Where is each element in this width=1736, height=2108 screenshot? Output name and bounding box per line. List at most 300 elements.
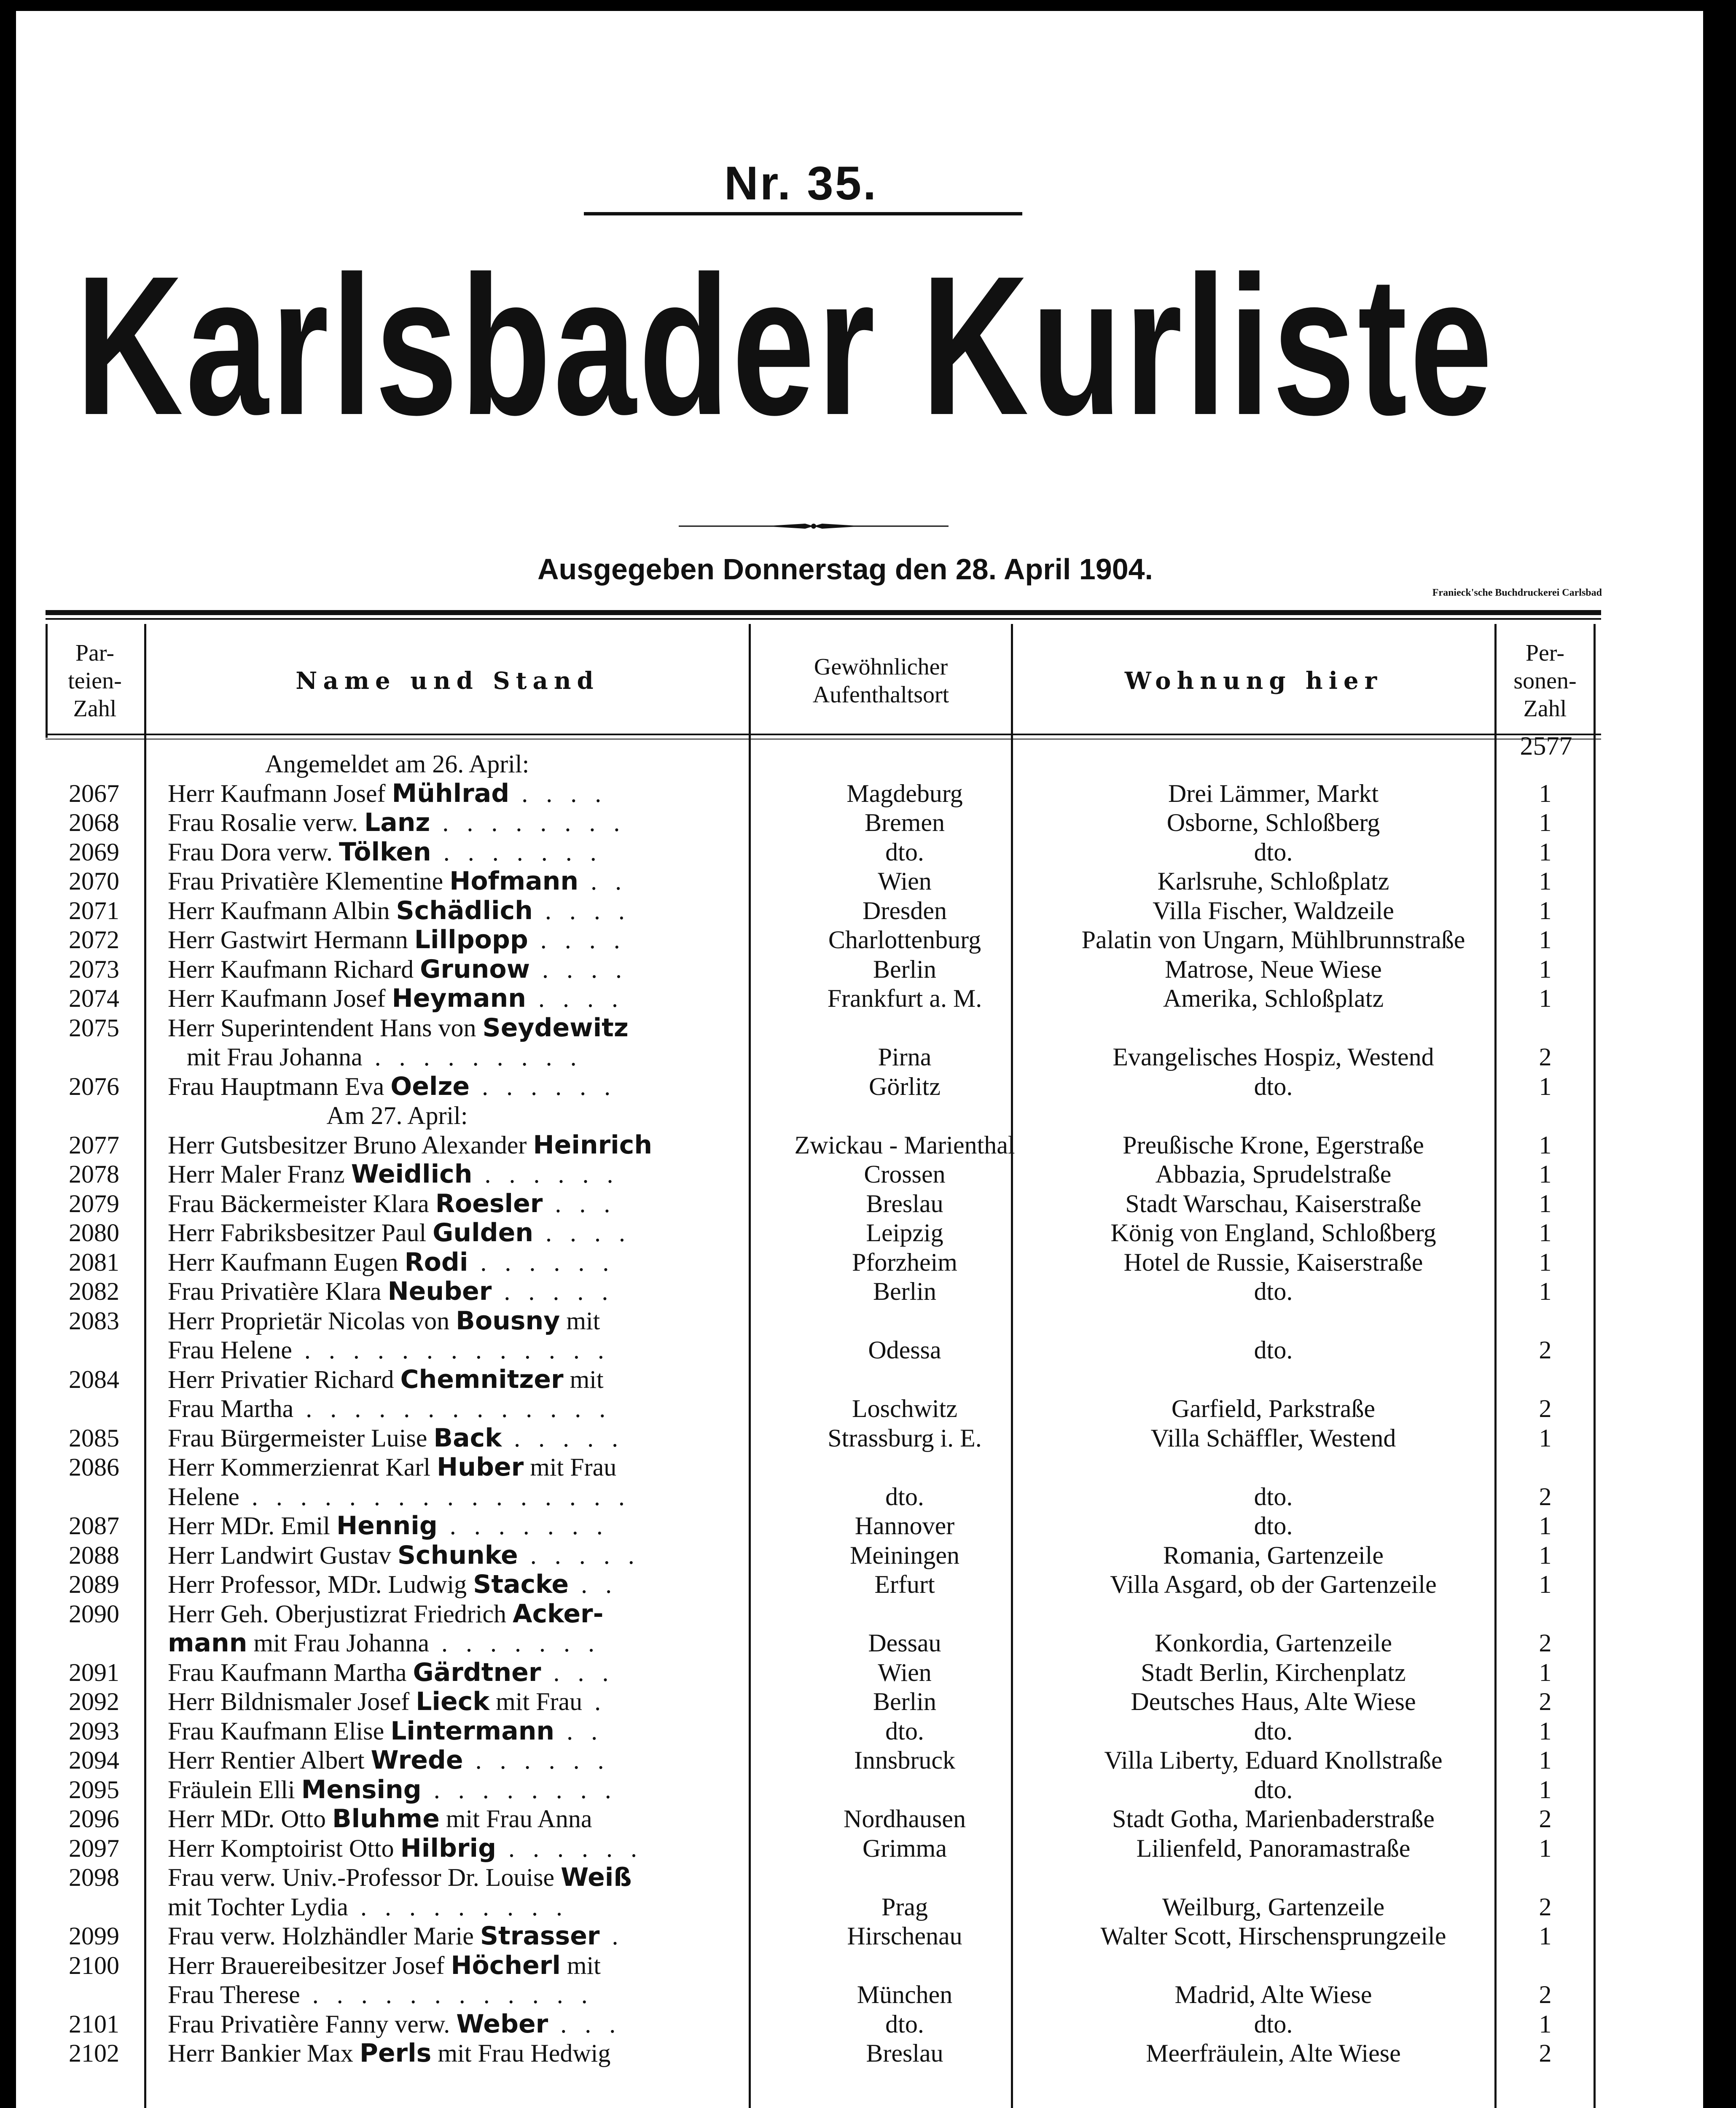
surname: Heymann [392, 984, 526, 1013]
name-prefix: Herr Bildnismaler Josef [168, 1688, 416, 1715]
name-prefix: Herr Komptoirist Otto [168, 1834, 400, 1862]
leader-dots: . . . . [533, 1219, 632, 1247]
lodging-here: Abbazia, Sprudelstraße [1155, 1160, 1392, 1188]
usual-residence: Prag [881, 1893, 928, 1921]
name-prefix: Herr Proprietär Nicolas von [168, 1307, 456, 1335]
lodging-here: Walter Scott, Hirschensprungzeile [1100, 1922, 1446, 1950]
party-number: 2073 [69, 955, 119, 983]
table-row [46, 1189, 1601, 1219]
table-row [46, 1014, 1601, 1043]
guest-list [46, 750, 1601, 2068]
party-number: 2083 [69, 1307, 119, 1335]
usual-residence: Nordhausen [844, 1805, 966, 1833]
party-number: 2093 [69, 1717, 119, 1745]
lodging-here: Villa Schäffler, Westend [1150, 1424, 1396, 1452]
name-prefix: Frau Bäckermeister Klara [168, 1189, 435, 1218]
person-count: 2 [1539, 2039, 1552, 2067]
surname: Seydewitz [482, 1013, 629, 1043]
date-heading: Angemeldet am 26. April: [265, 750, 529, 778]
issue-rule [584, 212, 1022, 215]
leader-dots: . . . . . . . . [421, 1775, 617, 1804]
leader-dots: . . . . [509, 779, 607, 807]
table-row [46, 1600, 1601, 1629]
name-prefix: Herr Gastwirt Hermann [168, 926, 414, 954]
surname: Bluhme [332, 1804, 440, 1834]
guest-name [168, 1365, 779, 1395]
party-number: 2098 [69, 1863, 119, 1891]
lodging-here: Romania, Gartenzeile [1163, 1541, 1384, 1569]
person-count: 1 [1539, 2010, 1552, 2038]
lodging-here: Palatin von Ungarn, Mühlbrunnstraße [1081, 926, 1465, 954]
table-row [46, 1307, 1601, 1336]
party-number: 2069 [69, 838, 119, 866]
person-count: 1 [1539, 1570, 1552, 1598]
table-row [46, 1658, 1601, 1688]
guest-name [168, 1189, 779, 1219]
table-row [46, 896, 1601, 926]
leader-dots: . . . . . . . [429, 1629, 601, 1657]
surname: Höcherl [451, 1951, 561, 1980]
usual-residence: Charlottenburg [828, 926, 981, 954]
table-row [46, 1951, 1601, 1981]
usual-residence: Hannover [855, 1512, 955, 1540]
column-header-name: Name und Stand [296, 667, 599, 695]
name-prefix: Herr Kaufmann Richard [168, 955, 420, 983]
lodging-here: Villa Fischer, Waldzeile [1153, 896, 1394, 925]
party-number: 2084 [69, 1365, 119, 1393]
surname: Oelze [390, 1072, 470, 1101]
surname: Gärdtner [413, 1658, 541, 1687]
lodging-here: dto. [1254, 1482, 1293, 1511]
name-prefix: Frau Martha [168, 1395, 294, 1422]
person-count: 1 [1539, 926, 1552, 954]
name-prefix: Fräulein Elli [168, 1775, 301, 1804]
name-prefix: Herr Superintendent Hans von [168, 1014, 483, 1042]
lodging-here: Stadt Berlin, Kirchenplatz [1141, 1658, 1406, 1686]
leader-dots: . . . [543, 1189, 616, 1218]
surname: mann [168, 1629, 247, 1658]
usual-residence: Leipzig [866, 1219, 943, 1247]
table-row [46, 1482, 1601, 1512]
table-row [46, 2010, 1601, 2039]
party-number: 2087 [69, 1512, 119, 1540]
surname: Tölken [339, 837, 431, 867]
leader-dots: . . . [548, 2010, 622, 2038]
leader-dots: . . . . . [518, 1541, 640, 1569]
lodging-here: Konkordia, Gartenzeile [1154, 1629, 1392, 1657]
name-prefix: Frau Privatière Fanny verw. [168, 2010, 457, 2038]
person-count: 1 [1539, 1717, 1552, 1745]
leader-dots: . . . . . . . . . . . . . [293, 1395, 612, 1422]
person-count: 1 [1539, 1746, 1552, 1774]
surname: Perls [359, 2039, 432, 2068]
person-count: 1 [1539, 809, 1552, 836]
surname: Heinrich [533, 1130, 653, 1160]
surname: Roesler [435, 1189, 543, 1218]
lodging-here: Villa Asgard, ob der Gartenzeile [1110, 1570, 1437, 1598]
usual-residence: Berlin [873, 1688, 936, 1715]
guest-name [168, 1482, 779, 1512]
lodging-here: Amerika, Schloßplatz [1163, 984, 1384, 1012]
guest-name [168, 1893, 779, 1922]
surname: Weber [456, 2009, 548, 2039]
name-prefix: Frau Bürgermeister Luise [168, 1424, 434, 1452]
surname: Hofmann [449, 867, 579, 896]
person-count: 1 [1539, 1424, 1552, 1452]
party-number: 2078 [69, 1160, 119, 1188]
table-row [46, 2039, 1601, 2068]
guest-name [168, 1804, 779, 1834]
surname: Bousny [456, 1306, 560, 1336]
party-number: 2072 [69, 926, 119, 954]
surname: Hilbrig [400, 1834, 497, 1863]
person-count: 1 [1539, 1277, 1552, 1305]
party-number: 2070 [69, 867, 119, 895]
person-count: 1 [1539, 984, 1552, 1012]
guest-name [168, 984, 779, 1014]
party-number: 2085 [69, 1424, 119, 1452]
name-prefix: Herr Bankier Max [168, 2039, 360, 2067]
column-header-residence: Gewöhnlicher Aufenthaltsort [812, 654, 949, 708]
guest-name [168, 1863, 779, 1893]
party-number: 2077 [69, 1131, 119, 1159]
table-row [46, 1717, 1601, 1746]
surname: Chemnitzer [400, 1365, 564, 1394]
party-number: 2089 [69, 1570, 119, 1598]
name-suffix: mit Frau [524, 1453, 617, 1481]
usual-residence: Erfurt [874, 1570, 935, 1598]
issue-date-line: Ausgegeben Donnerstag den 28. April 1904. [537, 553, 1153, 586]
usual-residence: Wien [878, 1658, 932, 1686]
lodging-here: dto. [1254, 1512, 1293, 1540]
name-suffix: mit [560, 1951, 601, 1979]
usual-residence: Breslau [866, 2039, 943, 2067]
name-suffix: mit Frau [489, 1688, 583, 1715]
usual-residence: Magdeburg [847, 779, 963, 807]
surname: Rodi [404, 1248, 468, 1277]
date-heading: Am 27. April: [326, 1102, 468, 1129]
surname: Grunow [420, 955, 530, 984]
name-prefix: Herr Kaufmann Josef [168, 779, 392, 807]
guest-name [168, 808, 779, 838]
person-count: 2 [1539, 1395, 1552, 1422]
lodging-here: Hotel de Russie, Kaiserstraße [1123, 1248, 1423, 1276]
leader-dots: . . . . . . [496, 1834, 643, 1862]
name-prefix: Herr Landwirt Gustav [168, 1541, 398, 1569]
leader-dots: . . . . . [492, 1277, 614, 1305]
table-row [46, 1424, 1601, 1453]
person-count: 1 [1539, 1219, 1552, 1247]
guest-name [168, 1014, 779, 1043]
leader-dots: . [599, 1922, 624, 1950]
name-suffix: mit Frau Hedwig [431, 2039, 611, 2067]
date-heading-row [46, 750, 1601, 779]
lodging-here: dto. [1254, 2010, 1293, 2038]
name-prefix: Helene [168, 1482, 239, 1511]
surname: Hennig [336, 1511, 438, 1541]
person-count: 2 [1539, 1981, 1552, 2009]
name-prefix: Frau Hauptmann Eva [168, 1072, 391, 1100]
person-count: 1 [1539, 955, 1552, 983]
table-row [46, 1336, 1601, 1365]
table-row [46, 1893, 1601, 1922]
leader-dots: . . . . [528, 926, 626, 954]
lodging-here: König von England, Schloßberg [1110, 1219, 1436, 1247]
table-row [46, 984, 1601, 1014]
guest-name [168, 955, 779, 984]
surname: Lintermann [390, 1716, 555, 1746]
date-heading-row [46, 1101, 1601, 1131]
name-suffix: mit [563, 1365, 604, 1393]
table-row [46, 1248, 1601, 1277]
surname: Neuber [387, 1277, 492, 1306]
usual-residence: München [857, 1981, 953, 2009]
column-header-lodging: Wohnung hier [1124, 667, 1383, 695]
party-number: 2101 [69, 2010, 119, 2038]
name-prefix: Frau Privatière Klara [168, 1277, 388, 1305]
name-prefix: Frau Therese [168, 1981, 300, 2009]
name-prefix: Herr Gutsbesitzer Bruno Alexander [168, 1131, 533, 1159]
name-prefix: Herr Kommerzienrat Karl [168, 1453, 437, 1481]
party-number: 2100 [69, 1951, 119, 1979]
party-number: 2099 [69, 1922, 119, 1950]
guest-name [168, 1541, 779, 1570]
guest-name [168, 1775, 779, 1805]
person-count: 1 [1539, 1072, 1552, 1100]
guest-name [168, 1072, 779, 1102]
surname: Weiß [561, 1863, 632, 1892]
usual-residence: Breslau [866, 1189, 943, 1218]
masthead-title: Karlsbader Kurliste [76, 235, 1495, 456]
person-count: 1 [1539, 1131, 1552, 1159]
person-count: 1 [1539, 1189, 1552, 1218]
table-row [46, 1629, 1601, 1658]
name-prefix: Herr Geh. Oberjustizrat Friedrich [168, 1600, 513, 1628]
scan-border-left [0, 0, 16, 2108]
table-row [46, 838, 1601, 867]
person-count: 2 [1539, 1805, 1552, 1833]
usual-residence: Bremen [865, 809, 945, 836]
table-row [46, 1746, 1601, 1775]
person-count: 1 [1539, 1160, 1552, 1188]
table-row [46, 925, 1601, 955]
lodging-here: Matrose, Neue Wiese [1165, 955, 1382, 983]
leader-dots: . . . . . . [470, 1072, 617, 1100]
usual-residence: Görlitz [869, 1072, 941, 1100]
table-row [46, 1863, 1601, 1893]
usual-residence: Frankfurt a. M. [827, 984, 982, 1012]
table-row [46, 1218, 1601, 1248]
guest-name [168, 2039, 779, 2068]
usual-residence: Wien [878, 867, 932, 895]
printer-imprint: Franieck'sche Buchdruckerei Carlsbad [1432, 587, 1602, 598]
name-prefix: Herr MDr. Otto [168, 1805, 332, 1833]
usual-residence: dto. [885, 1717, 924, 1745]
usual-residence: dto. [885, 1482, 924, 1511]
name-prefix: Herr Kaufmann Eugen [168, 1248, 405, 1276]
usual-residence: Crossen [864, 1160, 946, 1188]
usual-residence: Meiningen [850, 1541, 959, 1569]
leader-dots: . . . . . [502, 1424, 624, 1452]
usual-residence: Zwickau - Marienthal [794, 1131, 1015, 1159]
column-header-party-count: Par- teien- Zahl [68, 640, 122, 722]
table-top-rule-thin [46, 618, 1601, 620]
guest-name [168, 896, 779, 926]
usual-residence: Dresden [863, 896, 947, 925]
guest-name [168, 1717, 779, 1746]
party-number: 2094 [69, 1746, 119, 1774]
name-suffix: mit Frau Anna [439, 1805, 592, 1833]
person-count: 2 [1539, 1336, 1552, 1364]
person-count: 2 [1539, 1629, 1552, 1657]
usual-residence: Hirschenau [847, 1922, 962, 1950]
usual-residence: Berlin [873, 955, 936, 983]
leader-dots: . . . . [530, 955, 628, 983]
party-number: 2082 [69, 1277, 119, 1305]
person-count: 1 [1539, 1541, 1552, 1569]
usual-residence: Pforzheim [852, 1248, 957, 1276]
leader-dots: . . . . [532, 896, 631, 925]
name-prefix: mit Frau Johanna [168, 1043, 363, 1071]
person-count: 1 [1539, 1775, 1552, 1804]
table-row [46, 1511, 1601, 1541]
party-number: 2081 [69, 1248, 119, 1276]
lodging-here: Karlsruhe, Schloßplatz [1157, 867, 1389, 895]
leader-dots: . . . . . . . . . [348, 1893, 568, 1921]
surname: Stacke [473, 1570, 569, 1599]
party-number: 2074 [69, 984, 119, 1012]
surname: Back [433, 1423, 502, 1453]
guest-name [168, 1951, 779, 1981]
lodging-here: Stadt Warschau, Kaiserstraße [1125, 1189, 1422, 1218]
party-number: 2090 [69, 1600, 119, 1628]
person-count: 1 [1539, 1834, 1552, 1862]
table-row [46, 1160, 1601, 1189]
party-number: 2080 [69, 1219, 119, 1247]
name-prefix: Herr Maler Franz [168, 1160, 351, 1188]
person-count: 1 [1539, 838, 1552, 866]
name-prefix: Frau Kaufmann Martha [168, 1658, 413, 1686]
table-row [46, 1277, 1601, 1307]
guest-name [168, 1570, 779, 1600]
party-number: 2075 [69, 1014, 119, 1042]
name-prefix: Frau Helene [168, 1336, 292, 1364]
guest-name [168, 1746, 779, 1775]
leader-dots: . . . . . . . . [430, 809, 626, 836]
party-number: 2097 [69, 1834, 119, 1862]
table-row [46, 1570, 1601, 1600]
header-bottom-rule [46, 734, 1601, 735]
surname: Weidlich [351, 1160, 473, 1189]
usual-residence: Innsbruck [854, 1746, 955, 1774]
leader-dots: . . . . . . . [437, 1512, 609, 1540]
guest-name [168, 1131, 779, 1160]
lodging-here: Madrid, Alte Wiese [1174, 1981, 1372, 2009]
surname: Wrede [371, 1746, 463, 1775]
name-prefix: Frau Dora verw. [168, 838, 339, 866]
leader-dots: . . [569, 1570, 618, 1598]
usual-residence: Loschwitz [852, 1395, 957, 1422]
person-count: 1 [1539, 1922, 1552, 1950]
party-number: 2086 [69, 1453, 119, 1481]
lodging-here: Villa Liberty, Eduard Knollstraße [1104, 1746, 1443, 1774]
carried-total: 2577 [1520, 732, 1572, 761]
guest-name [168, 1424, 779, 1453]
party-number: 2095 [69, 1775, 119, 1804]
leader-dots: . . . [541, 1658, 615, 1686]
usual-residence: Strassburg i. E. [828, 1424, 982, 1452]
guest-name [168, 1687, 779, 1717]
leader-dots: . . . . . . . [431, 838, 602, 866]
name-prefix: Herr Professor, MDr. Ludwig [168, 1570, 473, 1598]
person-count: 1 [1539, 867, 1552, 895]
usual-residence: dto. [885, 2010, 924, 2038]
guest-name [168, 1453, 779, 1482]
table-row [46, 1541, 1601, 1570]
person-count: 1 [1539, 896, 1552, 925]
table-row [46, 1922, 1601, 1951]
leader-dots: . . . . . . . . . . . . . . . . [239, 1482, 631, 1511]
lodging-here: Weilburg, Gartenzeile [1162, 1893, 1385, 1921]
guest-name [168, 867, 779, 896]
leader-dots: . . . . . . . . . . . . . [292, 1336, 610, 1364]
surname: Lanz [364, 808, 430, 837]
name-suffix: mit Frau Johanna [247, 1629, 430, 1657]
leader-dots: . . . . . . [468, 1248, 615, 1276]
party-number: 2088 [69, 1541, 119, 1569]
surname: Schunke [397, 1541, 518, 1570]
table-row [46, 1775, 1601, 1805]
guest-name [168, 1629, 779, 1658]
guest-name [168, 1307, 779, 1336]
person-count: 2 [1539, 1043, 1552, 1071]
surname: Acker- [513, 1599, 604, 1629]
party-number: 2079 [69, 1189, 119, 1218]
guest-name [168, 779, 779, 809]
ornament-divider [679, 522, 949, 530]
table-row [46, 1980, 1601, 2010]
name-prefix: Herr MDr. Emil [168, 1512, 336, 1540]
leader-dots: . [582, 1688, 607, 1715]
lodging-here: dto. [1254, 838, 1293, 866]
name-prefix: Herr Kaufmann Albin [168, 896, 396, 925]
leader-dots: . . [578, 867, 628, 895]
person-count: 1 [1539, 1248, 1552, 1276]
party-number: 2068 [69, 809, 119, 836]
column-header-person-count: Per- sonen- Zahl [1513, 640, 1577, 722]
person-count: 1 [1539, 1512, 1552, 1540]
guest-name [168, 1922, 779, 1951]
guest-name [168, 1658, 779, 1688]
guest-name [168, 2010, 779, 2039]
table-row [46, 955, 1601, 984]
name-prefix: Herr Kaufmann Josef [168, 984, 392, 1012]
party-number: 2067 [69, 779, 119, 807]
surname: Lieck [416, 1687, 490, 1716]
guest-name [168, 1043, 779, 1072]
lodging-here: dto. [1254, 1277, 1293, 1305]
name-prefix: Frau Privatière Klementine [168, 867, 450, 895]
surname: Strasser [480, 1922, 600, 1951]
table-row [46, 1072, 1601, 1102]
leader-dots: . . [554, 1717, 604, 1745]
lodging-here: Stadt Gotha, Marienbaderstraße [1112, 1805, 1435, 1833]
person-count: 2 [1539, 1688, 1552, 1715]
scan-border-top [0, 0, 1736, 11]
usual-residence: Dessau [868, 1629, 941, 1657]
usual-residence: dto. [885, 838, 924, 866]
guest-name [168, 1218, 779, 1248]
